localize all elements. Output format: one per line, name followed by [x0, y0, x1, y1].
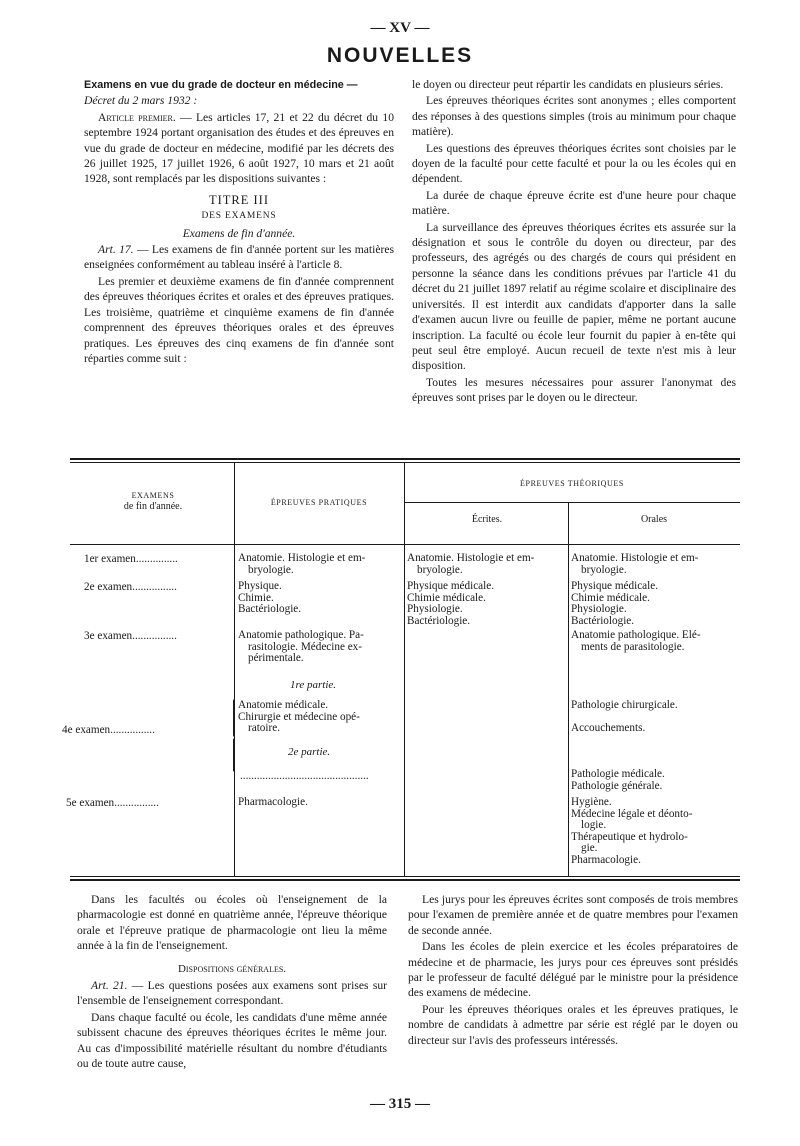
brace-decoration: [233, 738, 237, 772]
row4-orales-p1: [571, 700, 678, 735]
table-cell-line: Pathologie chirurgicale.: [571, 699, 678, 711]
table-column-divider: [234, 463, 235, 876]
paragraph: Toutes les mesures nécessaires pour assurer l'anonymat des épreuves sont prises par le doyen ou le directeur.: [412, 375, 736, 405]
paragraph: Pour les épreuves théoriques orales et les épreuves pratiques, le nombre de candidats à admettre par série est réglé par le doyen ou directeur sur l'avis des professeurs intéressés.: [408, 1002, 738, 1047]
paragraph: Dans chaque faculté ou école, les candidats d'une même année subissent chacune des épreuves théoriques écrites le même jour. Au cas d'impossibilité matérielle résultant du nombre d'étudiants ou de toute autre cause,: [77, 1010, 387, 1071]
page-number: — 315 —: [370, 1096, 430, 1112]
row5-pratiques: [238, 797, 308, 809]
row2-ecrites: [407, 581, 494, 627]
titre-italic-heading: Examens de fin d'année.: [182, 226, 296, 240]
header-examens: [78, 490, 228, 512]
row2-pratiques: [238, 581, 301, 616]
row3-pratiques: [238, 630, 364, 665]
paragraph: Les questions des épreuves théoriques écrites sont choisies par le doyen de la faculté pour cette faculté et pour la ou les écoles qui en dépendent.: [412, 141, 736, 186]
table-cell-line: gie.: [581, 842, 598, 855]
header-ecrites: Écrites.: [471, 514, 503, 525]
exam-label-4: 4e examen................: [62, 724, 155, 736]
paragraph: Dans les écoles de plein exercice et les écoles préparatoires de médecine et de pharmacie, les jurys pour ces épreuves sont présidés par le professeur de faculté délégué par le ministre pour la présidence des examens de médecine.: [408, 940, 738, 1000]
table-cell-line: Chimie médicale.: [571, 591, 650, 604]
table-cell-line: Physique médicale.: [571, 580, 658, 592]
partie-2-label: 2e partie.: [288, 746, 331, 758]
table-cell-line: Bactériologie.: [571, 614, 635, 627]
exam-label-3: 3e examen................: [84, 630, 177, 642]
paragraph: le doyen ou directeur peut répartir les candidats en plusieurs séries.: [412, 78, 724, 91]
titre-heading: TITRE III: [208, 192, 270, 207]
table-cell-line: Anatomie pathologique. Elé-: [571, 629, 701, 641]
row2-orales: [571, 581, 658, 627]
exam-label-2: 2e examen................: [84, 581, 177, 593]
decree-heading-text: Examens en vue du grade de docteur en médecine —: [84, 79, 358, 91]
table-cell-line: Hygiène.: [571, 796, 612, 808]
table-cell-line: bryologie.: [417, 563, 463, 576]
row3-orales: [571, 630, 701, 653]
table-cell-line: Chimie médicale.: [407, 591, 486, 604]
table-cell-line: Physique.: [238, 580, 282, 592]
table-cell-line: périmentale.: [248, 652, 304, 665]
table-cell-line: logie.: [581, 819, 607, 832]
table-cell-line: Anatomie médicale.: [238, 699, 329, 711]
table-cell-line: Pharmacologie.: [238, 796, 308, 808]
row5-orales: [571, 797, 692, 867]
table-top-rule-thin: [70, 462, 740, 463]
titre-subheading: DES EXAMENS: [201, 211, 277, 222]
header-orales: Orales: [640, 514, 668, 525]
table-cell-line: Bactériologie.: [238, 603, 302, 616]
row1-orales: [571, 553, 698, 576]
table-cell-line: ratoire.: [248, 722, 280, 735]
row4-orales-p2: [571, 769, 665, 792]
article-21-text: — Les questions posées aux examens sont prises sur l'ensemble de l'enseignement correspondant.: [77, 979, 387, 1008]
row1-pratiques: [238, 553, 365, 576]
article-21: [77, 978, 387, 1009]
table-cell-line: bryologie.: [581, 563, 627, 576]
table-top-rule: [70, 458, 740, 460]
article-17-label: Art. 17.: [98, 243, 134, 257]
table-cell-line: Médecine légale et déonto-: [571, 807, 693, 820]
paragraph: Les premier et deuxième examens de fin d'année comprennent des épreuves théoriques écrites et orales et des épreuves pratiques. Les troisième, quatrième et cinquième examens de fin d'année comprennent des épreuves théoriques orales et des épreuves pratiques. Les épreuves des cinq examens de fin d'année sont réparties comme suit :: [84, 274, 394, 365]
table-cell-line: Thérapeutique et hydrolo-: [571, 830, 688, 843]
article-premier-text: — Les articles 17, 21 et 22 du décret du 10 septembre 1924 portant organisation des études et des épreuves en vue du grade de docteur en médecine, modifié par les décrets des 26 juillet 1925, 17 juillet 1926, 6 août 1927, 10 mars et 21 août 1928, sont remplacés par les dispositions suivantes :: [84, 110, 394, 186]
article-premier-label: Article premier.: [98, 110, 176, 124]
article-17: [84, 242, 394, 273]
table-cell-line: Anatomie. Histologie et em-: [571, 552, 699, 564]
table-header-divider: [404, 502, 740, 503]
table-column-divider: [568, 503, 569, 876]
table-cell-line: Accouchements.: [571, 722, 646, 735]
table-cell-line: Pharmacologie.: [571, 853, 641, 866]
paragraph: La surveillance des épreuves théoriques écrites ets assurée sur la désignation et sous le contrôle du doyen ou directeur, par des professeurs, des agrégés ou des chargés de cours qui président en personne la séance dans les conditions prévues par l'article 41 du décret du 21 juillet 1897 relatif au régime scolaire et disciplinaire des universités. Il est interdit aux candidats d'apporter dans la salle d'examen aucun livre ou feuille de papier, même ne portant aucune inscription. La faculté ou école leur fournit du papier à en-tête qui peut seul être employé. Aucun recueil de texte n'est mis à leur disposition.: [412, 220, 736, 373]
paragraph: Les épreuves théoriques écrites sont anonymes ; elles comportent des réponses à des questions simples (trois au minimum pour chaque matière).: [412, 94, 736, 139]
exam-label-1: 1er examen...............: [84, 553, 178, 565]
article-premier: [84, 110, 394, 187]
table-cell-line: ments de parasitologie.: [581, 640, 685, 653]
paragraph: Dans les facultés ou écoles où l'enseignement de la pharmacologie est donné en quatrième année, l'épreuve théorique orale et l'épreuve pratique de pharmacologie ont lieu la même année à la fin de l'enseignement.: [77, 893, 387, 953]
table-bottom-rule-thin: [70, 876, 740, 877]
table-cell-line: Pathologie générale.: [571, 779, 663, 792]
table-cell-line: Anatomie. Histologie et em-: [238, 552, 366, 564]
folio-header: — XV —: [370, 20, 430, 36]
bottom-right-column: [408, 892, 738, 1049]
header-pratiques: ÉPREUVES PRATIQUES: [270, 498, 368, 507]
row4-pratiques-p2: ..............................................: [240, 770, 369, 782]
table-cell-line: Chirurgie et médecine opé-: [238, 710, 360, 723]
table-cell-line: Physique médicale.: [407, 580, 494, 592]
row4-pratiques-p1: [238, 700, 360, 735]
decree-heading: [84, 77, 394, 109]
table-cell-line: Bactériologie.: [407, 614, 471, 627]
decree-date: Décret du 2 mars 1932 :: [84, 94, 198, 108]
header-examens-line1: EXAMENS: [131, 491, 175, 500]
table-cell-line: Physiologie.: [571, 603, 627, 616]
paragraph: Les jurys pour les épreuves écrites sont composés de trois membres pour l'examen de première année et de quatre membres pour l'examen de seconde année.: [408, 893, 738, 937]
table-bottom-rule: [70, 879, 740, 881]
table-column-divider: [404, 463, 405, 876]
top-left-column: [84, 77, 394, 367]
table-cell-line: Physiologie.: [407, 603, 463, 616]
partie-1-label: 1re partie.: [290, 679, 337, 691]
header-examens-line2: de fin d'année.: [123, 501, 183, 512]
bottom-left-column: [77, 892, 387, 1072]
table-cell-line: bryologie.: [248, 563, 294, 576]
brace-decoration: [233, 699, 237, 737]
table-cell-line: Anatomie. Histologie et em-: [407, 552, 535, 564]
table-cell-line: Anatomie pathologique. Pa-: [238, 629, 364, 641]
table-cell-line: Pathologie médicale.: [571, 768, 665, 780]
paragraph: La durée de chaque épreuve écrite est d'une heure pour chaque matière.: [412, 188, 736, 218]
article-17-text: — Les examens de fin d'année portent sur les matières enseignées conformément au tableau inséré à l'article 8.: [84, 243, 394, 272]
dispositions-heading: Dispositions générales.: [177, 962, 287, 975]
header-theoriques: ÉPREUVES THÉORIQUES: [520, 479, 624, 488]
table-header-bottom: [70, 544, 740, 545]
article-21-label: Art. 21.: [91, 979, 128, 993]
exam-label-5: 5e examen................: [66, 797, 159, 809]
top-right-column: [412, 77, 736, 407]
row1-ecrites: [407, 553, 534, 576]
section-title: NOUVELLES: [326, 44, 474, 67]
table-cell-line: Chimie.: [238, 591, 274, 604]
table-cell-line: rasitologie. Médecine ex-: [248, 640, 363, 653]
